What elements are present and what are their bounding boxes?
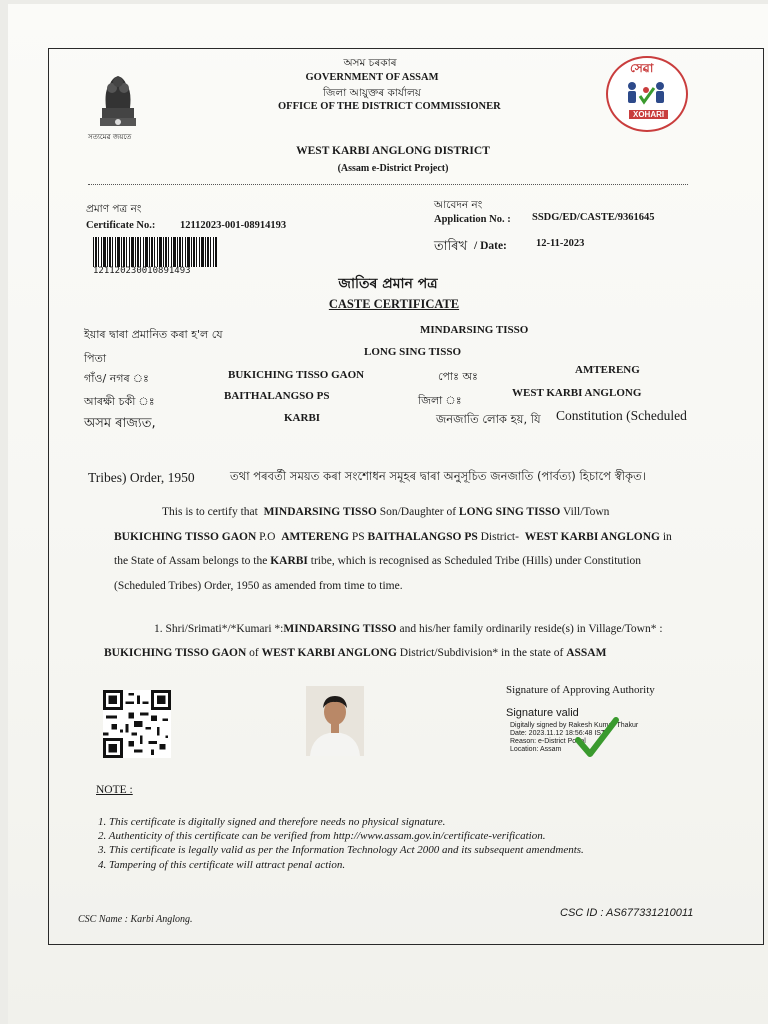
logo-brand: XOHARI [629, 110, 668, 119]
barcode [93, 237, 217, 267]
government-title: GOVERNMENT OF ASSAM [305, 72, 439, 83]
field-ps: BAITHALANGSO PS [224, 390, 330, 402]
field-district: WEST KARBI ANGLONG [512, 387, 642, 399]
field-village: BUKICHING TISSO GAON [228, 369, 365, 381]
p3-text-a: of [249, 647, 259, 659]
l1-name: MINDARSING TISSO [263, 506, 377, 518]
l1-text-a: This is to certify that [162, 506, 258, 518]
note-3: 3. This certificate is legally valid as per the Information Technology Act 2000 and its subsequent amendments. [98, 844, 584, 856]
notes-heading: NOTE : [96, 784, 133, 796]
bn-date-label: তাৰিখ [434, 239, 468, 254]
field-father: LONG SING TISSO [364, 346, 462, 358]
field-po: AMTERENG [575, 364, 640, 376]
note-2: 2. Authenticity of this certificate can be verified from http://www.assam.gov.in/certificate-verification. [98, 830, 546, 842]
barcode-text: 121120230010891493 [93, 266, 191, 276]
constitution-text: Constitution (Scheduled [556, 408, 687, 423]
signed-location: Location: Assam [510, 746, 562, 753]
l1-father: LONG SING TISSO [458, 506, 561, 518]
bn-cert-no-label: প্ৰমাণ পত্ৰ নং [86, 203, 142, 215]
bn-app-label: আবেদন নং [434, 199, 483, 211]
field-tribe: KARBI [284, 412, 321, 424]
l2-text-d: in [662, 531, 672, 543]
l2-text-c: District- [480, 531, 519, 543]
bn-father-label: পিতা [84, 352, 107, 365]
bn-office: জিলা আয়ুক্তৰ কাৰ্যালয় [323, 87, 421, 99]
checkmark-icon [574, 716, 620, 760]
bn-po-label: পোঃ অঃ [438, 370, 478, 383]
english-line-2 [114, 532, 672, 544]
csc-id: CSC ID : AS677331210011 [560, 907, 694, 919]
p2-text-b: and his/her family ordinarily reside(s) in Village/Town* : [399, 623, 663, 635]
bn-tribe-text: জনজাতি লোক হয়, যি [436, 412, 541, 426]
app-label: Application No. : [434, 214, 511, 225]
p2-text-a: 1. Shri/Srimati*/*Kumari *: [154, 623, 284, 635]
csc-name: CSC Name : Karbi Anglong. [78, 914, 193, 925]
l2-text-b: PS [351, 531, 365, 543]
app-no-value: SSDG/ED/CASTE/9361645 [532, 212, 655, 223]
english-para-2 [154, 624, 663, 636]
office-title: OFFICE OF THE DISTRICT COMMISSIONER [278, 101, 501, 112]
field-name: MINDARSING TISSO [420, 324, 529, 336]
p3-village: BUKICHING TISSO GAON [104, 647, 247, 659]
l2-ps: BAITHALANGSO PS [367, 531, 478, 543]
l2-village: BUKICHING TISSO GAON [114, 531, 257, 543]
l1-text-b: Son/Daughter of [379, 506, 457, 518]
bn-certify-label: ইয়াৰ দ্বাৰা প্ৰমানিত কৰা হ'ল যে [84, 328, 223, 341]
title-bn: জাতিৰ প্ৰমান পত্ৰ [338, 276, 438, 292]
signature-heading: Signature of Approving Authority [506, 684, 655, 696]
note-1: 1. This certificate is digitally signed and therefore needs no physical signature. [98, 816, 446, 828]
p2-name: MINDARSING TISSO [283, 623, 397, 635]
cert-no-value: 12112023-001-08914193 [180, 220, 287, 231]
english-line-3 [114, 556, 641, 568]
bn-district-label: জিলা ঃ [418, 394, 462, 407]
cert-no-label: Certificate No.: [86, 220, 156, 231]
signed-reason: Reason: e-District Portal [510, 738, 586, 745]
applicant-photo [306, 686, 364, 756]
emblem-caption: সত্যমেৱ জয়তে [88, 133, 132, 141]
l2-district: WEST KARBI ANGLONG [524, 531, 660, 543]
p3-state: ASSAM [566, 647, 607, 659]
project-title: (Assam e-District Project) [337, 163, 449, 174]
bn-government: অসম চৰকাৰ [343, 57, 397, 69]
certificate-sheet [8, 4, 768, 1024]
signed-date: Date: 2023.11.12 18:56:48 IST [510, 730, 606, 737]
title-en: CASTE CERTIFICATE [328, 297, 460, 311]
person-photo-icon [306, 686, 364, 756]
family-icon [622, 78, 670, 106]
l1-text-c: Vill/Town [563, 506, 610, 518]
l3-text-a: the State of Assam belongs to the [114, 555, 268, 567]
logo-text: সেৱা [630, 61, 654, 75]
date-value: 12-11-2023 [536, 238, 585, 249]
certificate-border [48, 48, 764, 945]
bn-tribes-tail: তথা পৰবৰ্তী সময়ত কৰা সংশোধন সমূহৰ দ্বাৰা অনুসূচিত জনজাতি (পাৰ্বত্য) হিচাপে স্বীকৃত। [230, 469, 647, 483]
district-title: WEST KARBI ANGLONG DISTRICT [296, 145, 490, 157]
bn-ps-label: আৰক্ষী চকী ঃ [84, 395, 155, 408]
qr-code [101, 690, 173, 758]
p3-text-b: District/Subdivision* in the state of [399, 647, 564, 659]
note-4: 4. Tampering of this certificate will attract penal action. [98, 859, 346, 871]
l2-text-a: P.O [259, 531, 276, 543]
english-line-4: (Scheduled Tribes) Order, 1950 as amended from time to time. [114, 580, 403, 592]
signature-valid: Signature valid [506, 707, 579, 719]
bn-state-label: অসম ৰাজ্যত, [84, 416, 156, 431]
l3-tribe: KARBI [270, 555, 308, 567]
l2-po: AMTERENG [281, 531, 349, 543]
l3-text-b: tribe, which is recognised as Scheduled Tribe (Hills) under Constitution [310, 555, 642, 567]
header-divider [88, 184, 688, 185]
english-para-3 [104, 648, 606, 660]
p3-district: WEST KARBI ANGLONG [261, 647, 397, 659]
date-label: / Date: [474, 240, 507, 252]
tribes-order: Tribes) Order, 1950 [88, 470, 195, 485]
english-line-1 [162, 507, 609, 519]
signed-by: Digitally signed by Rakesh Kumar Thakur [510, 722, 639, 729]
bn-village-label: গাঁও/ নগৰ ঃ [84, 372, 149, 385]
xohari-logo [606, 56, 688, 132]
